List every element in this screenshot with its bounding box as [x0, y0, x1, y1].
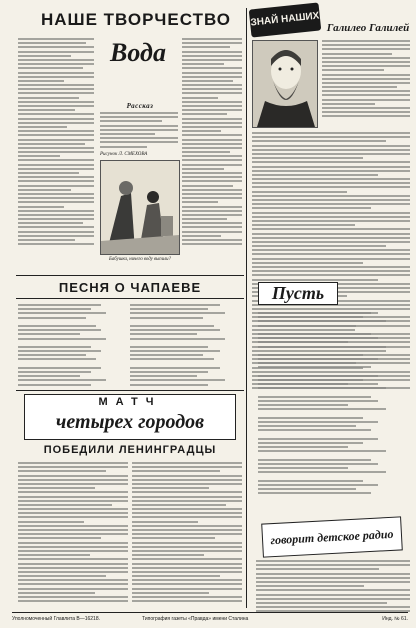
- page-title: НАШЕ ТВОРЧЕСТВО: [40, 10, 232, 29]
- footer-index: Инд. № 61.: [382, 616, 408, 622]
- section-divider: [16, 275, 244, 276]
- galileo-portrait: [252, 40, 318, 128]
- footer-printer: Типография газеты «Правда» имени Сталина: [142, 616, 249, 622]
- story-voda-title: Вода: [110, 38, 166, 67]
- section-divider: [16, 390, 244, 391]
- poem-title: Пусть: [258, 282, 338, 305]
- match-column-2: [132, 462, 242, 610]
- story-illustration: [100, 160, 180, 255]
- poem-text: [258, 312, 408, 518]
- chapaev-title: ПЕСНЯ О ЧАПАЕВЕ: [58, 280, 202, 295]
- galileo-logo: [249, 2, 322, 37]
- illustration-caption: Рисунок Л. СМЕХОВА: [100, 152, 148, 157]
- galileo-logo-text: ЗНАЙ НАШИХ: [250, 10, 320, 29]
- story-voda-subtitle: Рассказ: [126, 102, 154, 110]
- match-subtitle: ПОБЕДИЛИ ЛЕНИНГРАДЦЫ: [43, 444, 217, 456]
- radio-logo-text: говорит детское радио: [270, 526, 394, 548]
- match-title-line1: МАТЧ: [98, 396, 162, 408]
- chapaev-column-2: [130, 304, 242, 386]
- galileo-title: Галилео Галилей: [326, 22, 410, 34]
- illustration-quote: Бабушка, ничего воду выпили?: [109, 257, 171, 262]
- radio-logo: [261, 516, 403, 557]
- footer-divider: [12, 612, 408, 613]
- galileo-intro: [322, 40, 410, 120]
- match-title-line2: четырех городов: [55, 411, 205, 433]
- footer-bar: [12, 614, 408, 624]
- match-banner: [24, 394, 236, 440]
- match-column-1: [18, 462, 128, 610]
- column-divider: [246, 8, 247, 608]
- portrait-engraving: [253, 41, 317, 127]
- story-voda-column-3: [182, 38, 242, 263]
- chapaev-column-1: [18, 304, 122, 386]
- story-voda-column-1: [18, 38, 94, 263]
- radio-schedule: [256, 560, 410, 612]
- section-divider: [16, 298, 244, 299]
- footer-censor: Уполномоченный Главлита В—16218.: [12, 616, 100, 622]
- people-drinking-illustration: [101, 161, 179, 254]
- story-voda-column-2: [100, 112, 178, 150]
